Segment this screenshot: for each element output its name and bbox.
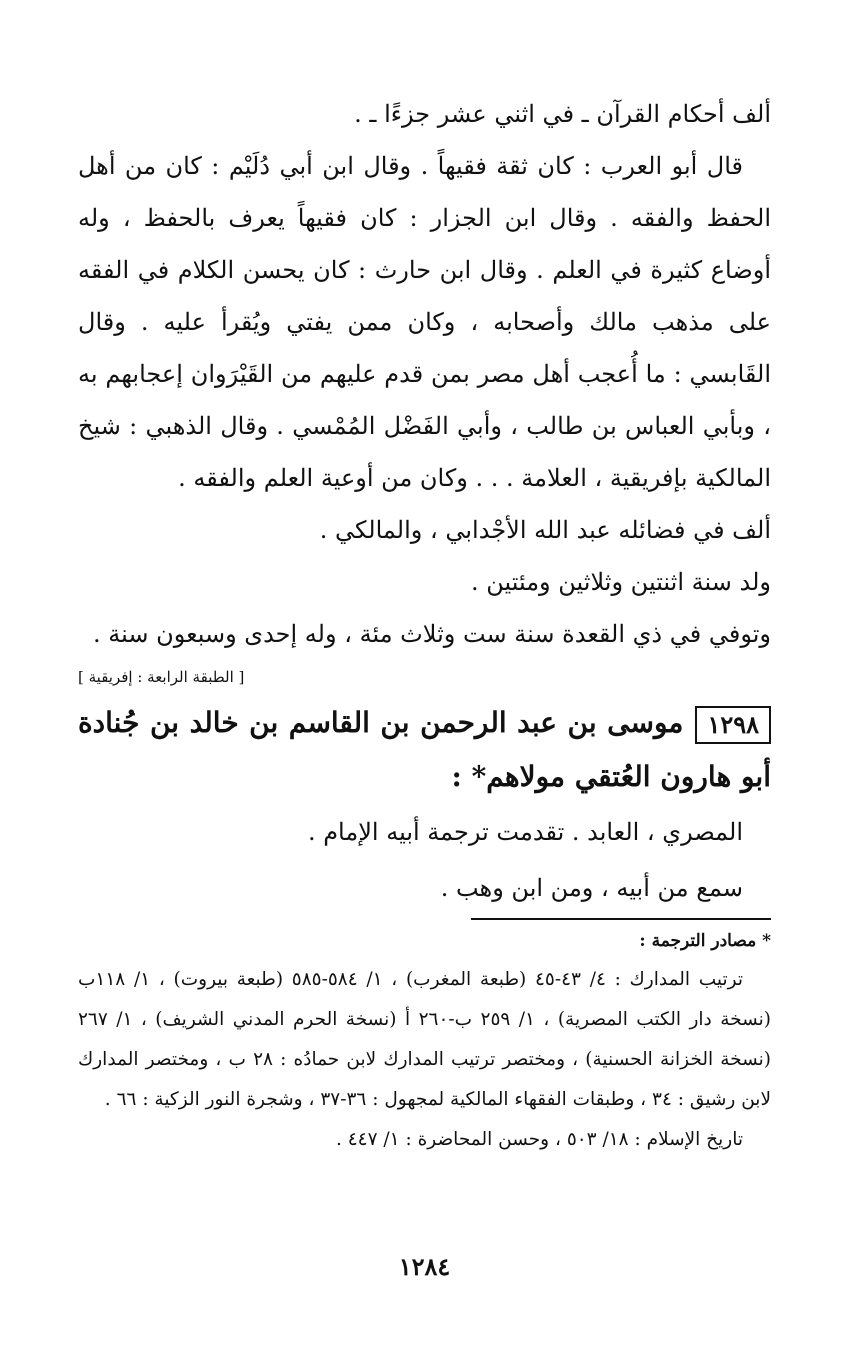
sources-paragraph: تاريخ الإسلام : ١٨/ ٥٠٣ ، وحسن المحاضرة : ١/ ٤٤٧ .	[335, 1129, 743, 1150]
paragraph: ألف في فضائله عبد الله الأجْدابي ، والمالكي .	[319, 516, 771, 544]
paragraph: سمع من أبيه ، ومن ابن وهب .	[440, 874, 743, 902]
paragraph: ولد سنة اثنتين وثلاثين ومئتين .	[470, 568, 771, 596]
page-content	[78, 88, 771, 1160]
paragraph: قال أبو العرب : كان ثقة فقيهاً . وقال ابن أبي دُلَيْم : كان من أهل الحفظ والفقه . وقال ابن الجزار : كان فقيهاً يعرف بالحفظ ، وله أوضاع كثيرة في العلم . وقال ابن حارث : كان يحسن الكلام في الفقه على مذهب مالك وأصحابه ، وكان ممن يفتي ويُقرأ عليه . وقال القَابسي : ما أُعجب أهل مصر بمن قدم عليهم من القَيْرَوان إعجابهم به ، وبأبي العباس بن طالب ، وأبي الفَضْل المُمْسي . وقال الذهبي : شيخ المالكية بإفريقية ، العلامة . . . وكان من أوعية العلم والفقه .	[78, 152, 771, 492]
paragraph: المصري ، العابد . تقدمت ترجمة أبيه الإمام .	[307, 818, 743, 846]
body-text	[78, 88, 771, 660]
entry-heading-block	[78, 696, 771, 804]
entry-number-box: ١٢٩٨	[695, 706, 771, 744]
tabaqa-label: [ الطبقة الرابعة : إفريقية ]	[78, 668, 245, 686]
footnote-divider	[471, 918, 771, 920]
page-number: ١٢٨٤	[398, 1252, 451, 1281]
entry-body	[78, 804, 771, 916]
sources-title: * مصادر الترجمة :	[639, 931, 771, 951]
footnote-sources	[78, 928, 771, 1160]
sources-paragraph: ترتيب المدارك : ٤/ ٤٣-٤٥ (طبعة المغرب) ، ١/ ٥٨٤-٥٨٥ (طبعة بيروت) ، ١/ ١١٨ب (نسخة دار الكتب المصرية) ، ١/ ٢٥٩ ب-٢٦٠ أ (نسخة الحرم المدني الشريف) ، ١/ ٢٦٧ (نسخة الخزانة الحسنية) ، ومختصر ترتيب المدارك لابن حمادُه : ٢٨ ب ، ومختصر المدارك لابن رشيق : ٣٤ ، وطبقات الفقهاء المالكية لمجهول : ٣٦-٣٧ ، وشجرة النور الزكية : ٦٦ .	[78, 969, 771, 1110]
paragraph: وتوفي في ذي القعدة سنة ست وثلاث مئة ، وله إحدى وسبعون سنة .	[93, 620, 771, 648]
paragraph: ألف أحكام القرآن ـ في اثني عشر جزءًا ـ .	[354, 100, 771, 128]
entry-heading: موسى بن عبد الرحمن بن القاسم بن خالد بن جُنادة أبو هارون العُتقي مولاهم* :	[78, 706, 771, 793]
